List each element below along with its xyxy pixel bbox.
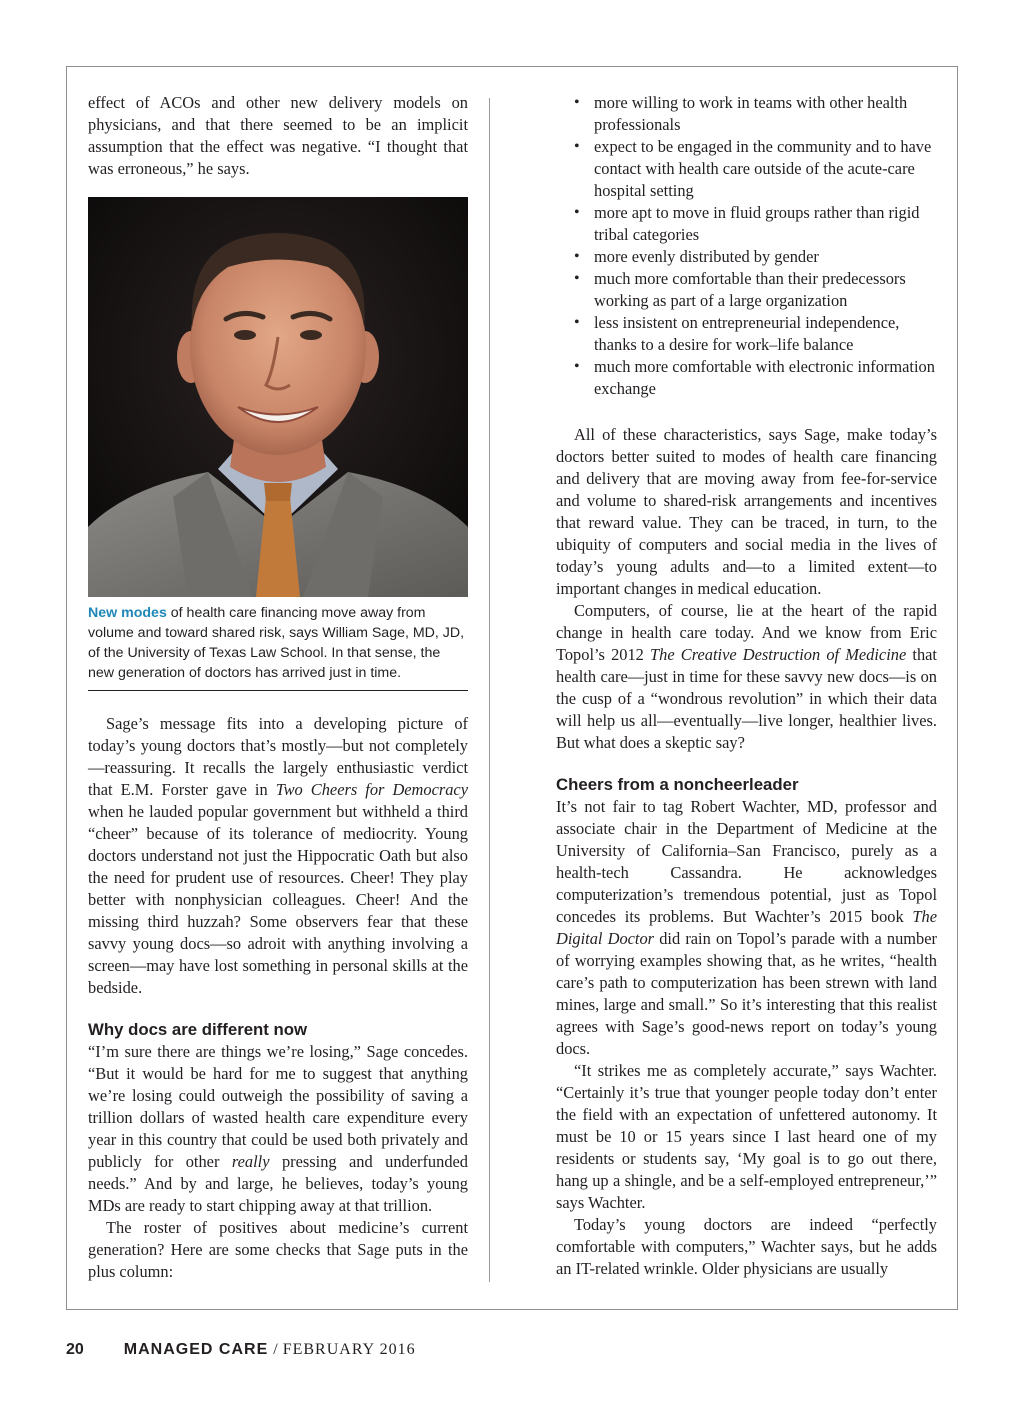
text-run: when he lauded popular government but withheld a third “cheer” because of its tolerance of mediocrity. Young doctors understand not just the Hippocratic Oath but also the need for prudent use of resources. Cheer! They play better with nonphysician colleagues. Cheer! And the missing third huzzah? Some observers fear that these savvy young docs—so adroit with anything involving a screen—may have lost something in personal skills at the bedside. [88, 802, 468, 997]
list-item [556, 268, 937, 312]
text-run: Sage’s message fits into a developing picture of today’s young doctors that’s mostly—but not completely—reassuring. It recalls the largely enthusiastic verdict that E.M. Forster gave in [88, 714, 468, 799]
page-footer [66, 1340, 416, 1360]
list-item [556, 356, 937, 400]
caption-text: of health care financing move away from volume and toward shared risk, says William Sage, MD, JD, of the University of Texas Law School. In that sense, the new generation of doctors has arrived just in time. [88, 605, 465, 681]
left-paragraph-4: The roster of positives about medicine’s current generation? Here are some checks that Sage puts in the plus column: [88, 1218, 468, 1281]
right-paragraph-3 [556, 796, 937, 1060]
section-heading-cheers: Cheers from a noncheerleader [556, 775, 799, 794]
portrait-illustration [88, 197, 468, 597]
list-item [556, 136, 937, 202]
page-number: 20 [66, 1341, 84, 1358]
emphasis: really [231, 1152, 270, 1171]
list-item-text: more evenly distributed by gender [594, 247, 819, 266]
list-item [556, 202, 937, 246]
section-heading-why-docs: Why docs are different now [88, 1020, 308, 1039]
right-paragraph-5: Today’s young doctors are indeed “perfectly comfortable with computers,” Wachter says, but he adds an IT-related wrinkle. Older physicians are usually [556, 1215, 937, 1278]
publication-name: MANAGED CARE [123, 1341, 269, 1358]
left-column [88, 92, 468, 1283]
text-run: Computers, of course, lie at the heart of the rapid change in health care today. And we know from Eric Topol’s 2012 [556, 601, 937, 664]
right-column [556, 92, 937, 1280]
bullet-icon: • [574, 138, 580, 155]
issue-date: FEBRUARY 2016 [282, 1341, 416, 1358]
bullet-icon: • [574, 248, 580, 265]
book-title: The Digital Doctor [556, 907, 937, 948]
positives-list [556, 92, 937, 400]
bullet-icon: • [574, 314, 580, 331]
list-item-text: more willing to work in teams with other health professionals [594, 93, 908, 134]
portrait-photo [88, 197, 468, 597]
text-run: did rain on Topol’s parade with a number of worrying examples showing that, as he writes, “health care’s path to computerization has been strewn with land mines, large and small.” So it’s interesting that this realist agrees with Sage’s good-news report on today’s young docs. [556, 929, 937, 1058]
list-item-text: much more comfortable than their predecessors working as part of a large organization [594, 269, 906, 310]
text-run: It’s not fair to tag Robert Wachter, MD, professor and associate chair in the Department of Medicine at the University of California–San Francisco, purely as a health-tech Cassandra. He acknowledges computerization’s tremendous potential, just as Topol concedes its problems. But Wachter’s 2015 book [556, 797, 937, 926]
list-item-text: expect to be engaged in the community and to have contact with health care outside of the acute-care hospital setting [594, 137, 932, 200]
column-divider [489, 98, 490, 1282]
list-item-text: more apt to move in fluid groups rather than rigid tribal categories [594, 203, 920, 244]
text-run: pressing and underfunded needs.” And by and large, he believes, today’s young MDs are ready to start chipping away at that trillion. [88, 1152, 468, 1215]
list-item-text: less insistent on entrepreneurial independence, thanks to a desire for work–life balance [594, 313, 900, 354]
list-item [556, 246, 937, 268]
bullet-icon: • [574, 358, 580, 375]
caption-lead: New modes [88, 605, 167, 621]
text-run: that health care—just in time for these savvy new docs—is on the cusp of a “wondrous revolution” in which their data will help us all—eventually—live longer, healthier lives. But what does a skeptic say? [556, 645, 937, 752]
bullet-icon: • [574, 270, 580, 287]
left-paragraph-3 [88, 1041, 468, 1217]
book-title: The Creative Destruction of Medicine [650, 645, 907, 664]
list-item [556, 312, 937, 356]
bullet-icon: • [574, 94, 580, 111]
left-paragraph-2 [88, 713, 468, 999]
list-item [556, 92, 937, 136]
right-paragraph-1: All of these characteristics, says Sage, make today’s doctors better suited to modes of health care financing and delivery that are moving away from fee-for-service and volume to shared-risk arrangements and incentives that reward value. They can be traced, in turn, to the ubiquity of computers and social media in the lives of today’s young adults and—to a limited extent—to important changes in medical education. [556, 425, 937, 598]
list-item-text: much more comfortable with electronic information exchange [594, 357, 935, 398]
book-title: Two Cheers for Democracy [275, 780, 468, 799]
right-paragraph-2 [556, 600, 937, 754]
footer-separator: / [273, 1341, 278, 1358]
photo-caption [88, 603, 468, 691]
left-paragraph-1: effect of ACOs and other new delivery models on physicians, and that there seemed to be an implicit assumption that the effect was negative. “I thought that was erroneous,” he says. [88, 93, 468, 178]
right-paragraph-4: “It strikes me as completely accurate,” says Wachter. “Certainly it’s true that younger people today don’t enter the field with an expectation of unfettered autonomy. It must be 10 or 15 years since I last heard one of my residents or students say, ‘My goal is to go out there, hang up a shingle, and be a self-employed entrepreneur,’” says Wachter. [556, 1061, 937, 1212]
bullet-icon: • [574, 204, 580, 221]
text-run: “I’m sure there are things we’re losing,” Sage concedes. “But it would be hard for me to suggest that anything we’re losing could outweigh the possibility of saving a trillion dollars of wasted health care expenditure every year in this country that could be used both privately and publicly for other [88, 1042, 468, 1171]
